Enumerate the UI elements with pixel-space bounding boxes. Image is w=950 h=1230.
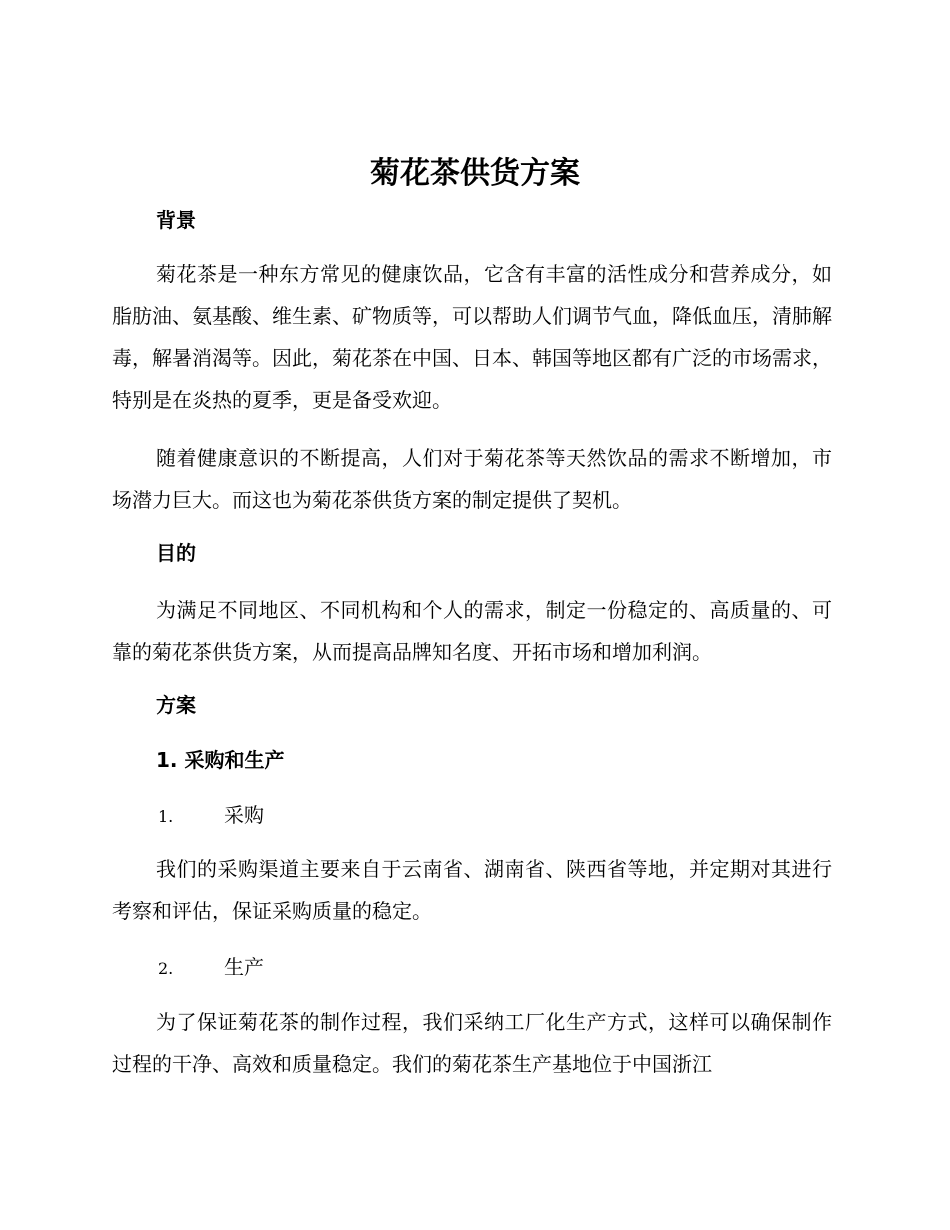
list-label: 生产 xyxy=(224,955,264,979)
section-heading-purpose: 目的 xyxy=(156,541,196,565)
paragraph-production: 为了保证菊花茶的制作过程，我们采纳工厂化生产方式，这样可以确保制作过程的干净、高效和质量稳定。我们的菊花茶生产基地位于中国浙江 xyxy=(112,1010,832,1076)
list-number: 1. xyxy=(158,807,174,826)
list-item-procurement xyxy=(158,800,264,832)
paragraph-purpose: 为满足不同地区、不同机构和个人的需求，制定一份稳定的、高质量的、可靠的菊花茶供货方案，从而提高品牌知名度、开拓市场和增加利润。 xyxy=(112,598,832,664)
page-title: 菊花茶供货方案 xyxy=(370,156,580,191)
paragraph-procurement: 我们的采购渠道主要来自于云南省、湖南省、陕西省等地，并定期对其进行考察和评估，保证采购质量的稳定。 xyxy=(112,857,832,923)
list-label: 采购 xyxy=(224,803,264,827)
sub-heading-procurement-production: 1. 采购和生产 xyxy=(156,748,285,772)
section-heading-background: 背景 xyxy=(156,208,196,232)
list-number: 2. xyxy=(158,959,174,978)
paragraph-background-2: 随着健康意识的不断提高，人们对于菊花茶等天然饮品的需求不断增加，市场潜力巨大。而这也为菊花茶供货方案的制定提供了契机。 xyxy=(112,446,832,512)
paragraph-background-1: 菊花茶是一种东方常见的健康饮品，它含有丰富的活性成分和营养成分，如脂肪油、氨基酸、维生素、矿物质等，可以帮助人们调节气血，降低血压，清肺解毒，解暑消渴等。因此，菊花茶在中国、日本、韩国等地区都有广泛的市场需求，特别是在炎热的夏季，更是备受欢迎。 xyxy=(112,262,832,412)
section-heading-plan: 方案 xyxy=(156,693,196,717)
list-item-production xyxy=(158,952,264,984)
